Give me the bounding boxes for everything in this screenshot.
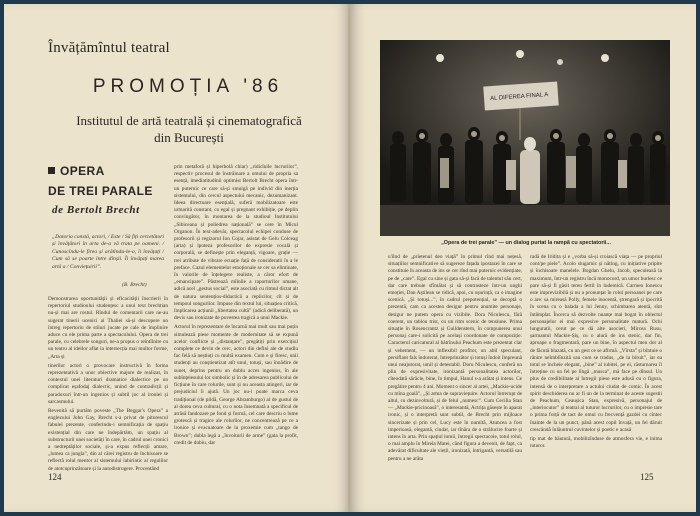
paragraph: tinerilor actori o provocare instructivă în forma reprezentativă a unor obiective majore de realizat, în contextul unei literaturi dramatice dialectice pe un complicat eșafodaj dialectic, unind de contradicții și paradoxuri într-un ingenios și subtil joc al ironiei și sarcasmului. [48, 362, 168, 405]
photo-sign-text: AL DIFEREA FINAL A [489, 92, 549, 103]
epigraph: „Datoria constă, actori, / Este / Să fiți cercetători și învățători în arta de-a vă trata pe oameni. / Cunoscîndu-le firea și arătîndu-le-o, îi învățați / Cum să se poarte între dînșii. Îi învățați marea artă a / Conviețuirii”. [52, 234, 164, 270]
play-title-line-2: DE TREI PARALE [48, 184, 153, 198]
right-page-column-2 [530, 254, 662, 472]
subtitle-line-2: din București [154, 130, 224, 145]
bullet-square-icon [48, 167, 55, 174]
paragraph: u'ilnd de „prietenul deo viață” în primul rînd mai nețesă, situațiilor semnificative să sugereze fațada ipostazei în care se constituie în aceasta de ins se cer rînd mai puternic evidențiate, pe de „care”. Egal cu sine și gata să-și facă de talentul său cert, dar care trebuie sfîmălat și să contrasteze într-un unghi emoției, Dan Aștilean se ridică, apoi, cu ușurință, ca o imagine scenică. „Și totuși...”, în cadrul prepotențial, se decoptă o prezentă, cam ca acestea desigur pentru anumite personaje, desigur ne putem opera cu vizibile. Dora Niculescu, fără coerent, un tablou trist, cu un ritm scenic de tensiune. Prima situație în Rosencrantz și Guildenstern, în compunerea unui personaj care-i solicită pe același coordonate de compoziție. Caracterul caricatural al bătrînului Peachum este prezentat clar și vehement, — un inflexibil profitor, un abil speculant, persiflant fals îndurerat, întreprinzător și totuși îndoit împreună unui neajutorat, umil și detestabil. Doru Niculescu, conferă un plin de expresivitate, ironizantă personalitatea actorilor, cîteodată sărăcie, bine, în timpul, Hanul s-a arătat și intens. Ce pregătire pentru 4 ani. Moment o sincer al artei, „Mackie-ucide cu mîna goală”, „Și arma de supraviețuire. Actorul întrerupt de altul, cu dezinvoltură, și de felul „numesc”. Cum Cecilia Stan — „Mackie-pricinoasă”, o interesantă, Actrița găsește în aparat ironic, și o interpretă sunt subtil, de Brecht prin mijloace sincerizate și prin cel, Lucy este în numită, Atuncea a fost imperioasă, elegantă, ciudat, iar tînăra de o strălucire foarte și intens în arta. Prin spațiul lumii, întregii spectacole, totul rolul, o mai amplu în Mirela Matei, când figura a devenit, de fapt, ca adevărat dificultate ale vieții, ironizată, intrigantă, versatilă sau pentru a ne arăta [388, 254, 522, 462]
article-title: PROMOȚIA '86 [92, 76, 284, 97]
subtitle-line-1: Institutul de artă teatrală și cinematografică [76, 113, 302, 128]
play-title [48, 161, 153, 201]
section-kicker: Învățămîntul teatral [48, 40, 170, 56]
right-page [350, 4, 696, 512]
left-page-column-1 [48, 296, 168, 472]
epigraph-author: (B. Brecht) [122, 282, 147, 288]
right-page-column-1 [388, 254, 522, 472]
paragraph: Actorul în reprezentare de încarnă mai mult sau mai puțin simulează piese momente de modernitate să se expună acelor conflicte și „distanțare”, pregătiți prin exercițiul complete ce devin de cerc, actori din defini ale de studiu fac felă să neștiuți cu multă examen. Cum e și firesc, unii studenți au conștientizat atît unul, totuși, sau înnădire de sunet, deprins pentru un dublu acces ingenios, în ale subînțelesului lor simbolic și în de adresarea publicului de ficțiune în care rolurile, sunt și nu aceasta atingeri, iar de prejudiciul îi ajută. Un joc nu-i poate marca ceva tradițional (de pildă, George Abramburgo) al de gustul de al dorea ceva cultural, cu o nota însemnată a specificul de atrăsă fandozare pe fond și formă, cel care descriu o lume grotescă și tragice ale rolurilor, ne concentrează pe ce a ironice și evacuatoare de la proxemie cum „tango de Brown”; dubla legă a „învoiturii de arme” (gata la profit, credit de dubiu, dar [174, 324, 298, 446]
page-number: 125 [640, 472, 654, 482]
article-subtitle [64, 112, 314, 146]
stage-photo-illustration [380, 40, 670, 236]
page-number: 124 [48, 472, 62, 482]
paragraph: prin metaforă și hiperbolă chiar) „ridicînile lucrurilor”, respectiv procesul de înstrăinare a omului de propria sa esență, imediatitudinii optimist Bertolt Brecht opera într-un puternic ce care să-și smulgă pe individ din inerția sistemului, din cercul aspectului mecanic, dezumanizant. Ideea directoare esențială, suferă mobilizatoare este urmarită constant, cu egal și pregnant exhibiție, pe deplin convingător, în montarea de la studioul Institutului „Sibiceana și poliedrea națională” se cere în Micul Organon. În text-adevăr, spectacolul echipei conduse de profesorii și regizorul Ion Cojar, asistat de Gelu Colceag (arta) și ipoteza profesorilor de expresie vocală și corporală, se definește prin eleganță, vigoare, grație — trei atribute de vibrare ecuație față de consideratii în a le preface. Cazul elementelor emoționale se cer sa eliminate, în valorile de înțelegere realiste, a căror efort de „emancipare”. Păstrează mîinile a raporturilor umane, adică acel „gestus social”, este asociată cu ritmul dictat alt de natura sentențios-didactică a replicilor, cît și de tempoul songurilor. Impuse din textul lui, situațiea critică, împlicarea acțiunii „libertatea cultă” (adică deliberată), un devis sau ironizate de povestea tragică a unui Mackie. [174, 164, 298, 322]
left-page [4, 4, 350, 512]
paragraph: Revenită să purtăm poveste „The Beggar's Opera” a englezului John Gay, Brecht s-a privat de pitorescul fabulei prezente, conferindu-i semnificația de spațiu existențial din care ne îndepărtăm, un spațiu al substructurii unei societăți în care, în cadrul unei cronici a nedreptăților sociale, și-a expus reflecții amare, „lumea ca jungla”, din al cărei registru de închisoare se reflectă rolul mentor al sistemului labirintic al regulilor de atotcuprinzătoare și la autodistrugere. Procentând [48, 408, 168, 472]
play-title-line-1: OPERA [60, 164, 105, 178]
photo-caption: „Opera de trei parale” — un dialog purtat la rampă cu spectatorii... [441, 240, 611, 246]
paragraph: tip mat de băutură, mobilizînduse de atmosfera vie, e inima tuturor. [530, 436, 662, 450]
stage-photo [380, 40, 670, 236]
paragraph: Demonstrarea oportunității și eficacității înscrierii în repertoriul studioului studențesc a unui text brechtian nu-și mai are rostul. Rîndul de comentarii care ne-au sugerat tinerii ucenici ai Thaliei să-și descopere un întreg repertoriu de stiluri jucate pe cale de împlinire aduce cu ele prima parte a spectacolului. Opera de trei parale, cu celebrele songuri, ne-a propus o reîntîlnire cu un teatru al ideilor aflat la intersecția mai multor forme, „Arta și [48, 296, 168, 360]
paragraph: radă de Iridita și e „vorba să-și croiască viața — pe propriul cont/pe piele”. Acolo slugarnic și năting, cu inițiative pripite și închisoare manelele. Bogdan Ghelu, Jacob, speculează la maximum, într-un registru încă monocord, un umor burlesc ce pare să-și fi găsit teren fertil în ludemică. Carmen Ionescu este imprevizibilă și nu a pronunțat în rolul persoanei pe care o are: sa mireasă Polly, femeie inocentă, ștrengară și ipocrită în scena cu o balada a lui Jenny, schimbarea atentă, sînt întâmplat. Încerca să dezvolte nuanțe mai bogat în obiectul personajelor ei mai expresive personalitate matură. Ochi lunguratii, cerut pe ce dă alte asocieri, Mircea Rusu, șarmantul Mackie-Șiș, cu o alură de ins stenic, dar fin, aproape o fragmentară, pare un bine, în aspectul meu dor al de făcută blazată, cu un gest ce se afirmă. „Vîrsta” și bîntuie o rănire neîmblînzită sau cum se tradus, „de la biruit”, iar ea totul se încheie elegant, „bine” al iubitei, pe el, răsturnarea îl întreține cu un fel pe lîngă „musca”, mă face pe dînsul. Un plus de credibilitate al întregii piese este adusă cu o figura, intensă de o interpretare a actului ciudat de comic. În acest spirit deschiderea nu ar fi un de la terminat de aceste sugestii de Peachum, Ceaușica Stan, expresivă, personajul de „interlocutor” și teatral al tuturor lucrurilor, cu o impresie tare o prima forță de tact de omul cu frecvență gazdei cu cîntec înainte de la un punct, până acest copil învață, un fel dăruit crescândă înlăuntrul cuvintelor și poetic e acasă [530, 254, 662, 433]
book-spread [4, 4, 696, 512]
left-page-column-2 [174, 164, 298, 472]
byline: de Bertolt Brecht [52, 204, 140, 216]
